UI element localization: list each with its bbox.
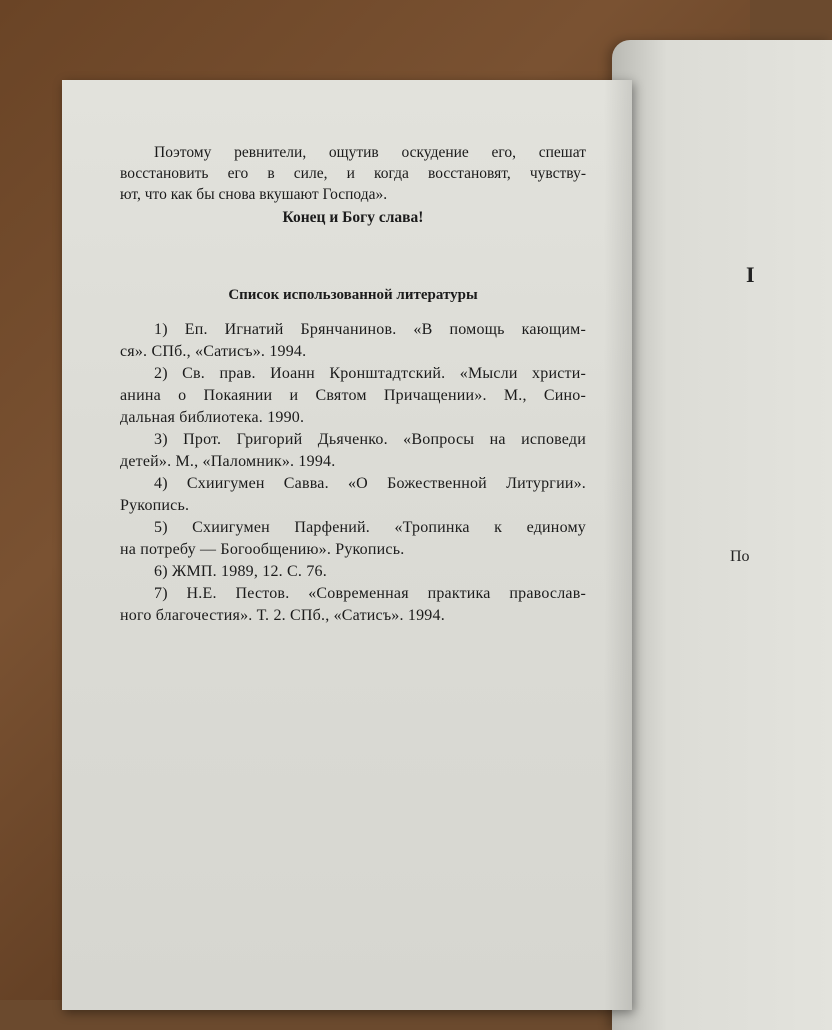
bibliography-item xyxy=(120,473,586,517)
bibliography-line: ся». СПб., «Сатисъ». 1994. xyxy=(120,343,307,360)
bibliography-line: 3) Прот. Григорий Дьяченко. «Вопросы на исповеди xyxy=(154,431,586,448)
bibliography-item xyxy=(120,561,586,583)
bibliography-item xyxy=(120,517,586,561)
bibliography-line: дальная библиотека. 1990. xyxy=(120,409,305,426)
paragraph-line: Поэтому ревнители, ощутив оскудение его, спешат xyxy=(154,144,586,161)
bibliography-line: 7) Н.Е. Пестов. «Современная практика православ- xyxy=(154,585,586,602)
bibliography-line: 2) Св. прав. Иоанн Кронштадтский. «Мысли христи- xyxy=(154,365,586,382)
paragraph-line: ют, что как бы снова вкушают Господа». xyxy=(120,186,388,203)
adjacent-page-text-fragment: По xyxy=(730,548,750,565)
bibliography-line: 1) Еп. Игнатий Брянчанинов. «В помощь кающим- xyxy=(154,321,586,338)
page-text-block xyxy=(120,142,586,627)
adjacent-page xyxy=(612,40,832,1030)
bibliography-item xyxy=(120,363,586,429)
adjacent-page-heading-fragment: I xyxy=(746,262,755,287)
bibliography-line: Рукопись. xyxy=(120,497,190,514)
bibliography-line: ного благочестия». Т. 2. СПб., «Сатисъ». 1994. xyxy=(120,607,445,624)
bibliography-line: 4) Схиигумен Савва. «О Божественной Литургии». xyxy=(154,475,586,492)
bibliography-item xyxy=(120,319,586,363)
page-gutter-shadow xyxy=(604,80,632,1010)
bibliography-item xyxy=(120,429,586,473)
bibliography-list xyxy=(120,319,586,627)
bibliography-line: 5) Схиигумен Парфений. «Тропинка к единому xyxy=(154,519,586,536)
closing-line: Конец и Богу слава! xyxy=(282,209,424,226)
bibliography-line: детей». М., «Паломник». 1994. xyxy=(120,453,336,470)
paragraph-line: восстановить его в силе, и когда восстановят, чувству- xyxy=(120,165,586,182)
bibliography-line: на потребу — Богообщению». Рукопись. xyxy=(120,541,405,558)
show-through-text xyxy=(120,646,600,668)
bibliography-line: 6) ЖМП. 1989, 12. С. 76. xyxy=(154,563,327,580)
bibliography-line: анина о Покаянии и Святом Причащении». М., Сино- xyxy=(120,387,586,404)
closing-paragraph xyxy=(120,142,586,205)
bibliography-item xyxy=(120,583,586,627)
bibliography-title: Список использованной литературы xyxy=(228,287,478,303)
book-page xyxy=(62,80,632,1010)
